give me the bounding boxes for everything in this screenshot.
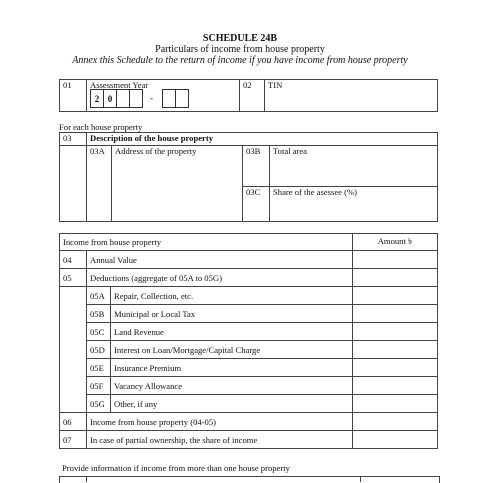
row-label: Land Revenue bbox=[111, 323, 353, 341]
row-code: 07 bbox=[60, 431, 87, 449]
table-row bbox=[60, 269, 438, 287]
schedule-instruction: Annex this Schedule to the return of income if you have income from house property bbox=[72, 55, 408, 66]
code-02: 02 bbox=[240, 80, 265, 112]
next-table-divider bbox=[86, 476, 87, 482]
row-label: Vacancy Allowance bbox=[111, 377, 353, 395]
row-code-spacer bbox=[60, 377, 87, 395]
row-code: 05G bbox=[87, 395, 111, 413]
amount-cell[interactable] bbox=[353, 431, 438, 449]
row-label: In case of partial ownership, the share of income bbox=[87, 431, 353, 449]
amount-cell[interactable] bbox=[353, 305, 438, 323]
tin-label: TIN bbox=[268, 80, 283, 90]
row-label: Annual Value bbox=[87, 251, 353, 269]
row-label: Repair, Collection, etc. bbox=[111, 287, 353, 305]
total-area-label: Total area bbox=[273, 146, 307, 157]
code-03c: 03C bbox=[243, 186, 270, 221]
year-digit-box[interactable]: 2 bbox=[90, 89, 104, 108]
code-03: 03 bbox=[60, 133, 87, 146]
row-label: Other, if any bbox=[111, 395, 353, 413]
table-row bbox=[60, 431, 438, 449]
amount-cell[interactable] bbox=[353, 323, 438, 341]
row-code-spacer bbox=[60, 341, 87, 359]
schedule-subtitle: Particulars of income from house property bbox=[155, 44, 325, 55]
income-table bbox=[59, 233, 438, 449]
row-code-spacer bbox=[60, 395, 87, 413]
row-code: 04 bbox=[60, 251, 87, 269]
code-01: 01 bbox=[60, 80, 87, 112]
year-digit-box[interactable] bbox=[116, 89, 130, 108]
row-label: Municipal or Local Tax bbox=[111, 305, 353, 323]
row-code: 05D bbox=[87, 341, 111, 359]
amount-cell[interactable] bbox=[353, 413, 438, 431]
code-03a: 03A bbox=[87, 146, 112, 222]
amount-cell[interactable] bbox=[353, 395, 438, 413]
row-label: Interest on Loan/Mortgage/Capital Charge bbox=[111, 341, 353, 359]
table-row bbox=[60, 359, 438, 377]
row-label: Deductions (aggregate of 05A to 05G) bbox=[87, 269, 353, 287]
table-row bbox=[60, 305, 438, 323]
table-row bbox=[60, 413, 438, 431]
income-heading: Income from house property bbox=[60, 234, 353, 251]
table-row bbox=[60, 341, 438, 359]
year-digit-box[interactable]: 0 bbox=[103, 89, 117, 108]
table-row bbox=[60, 287, 438, 305]
amount-cell[interactable] bbox=[353, 377, 438, 395]
each-property-label: For each house property bbox=[59, 122, 143, 132]
schedule-title: SCHEDULE 24B bbox=[202, 33, 278, 44]
year-digit-box[interactable] bbox=[162, 89, 176, 108]
table-row bbox=[60, 395, 438, 413]
year-digit-box[interactable] bbox=[175, 89, 189, 108]
assessment-year-label: Assessment Year bbox=[90, 80, 149, 90]
row-code: 05 bbox=[60, 269, 87, 287]
share-cell[interactable] bbox=[270, 186, 438, 221]
assessment-year-cell bbox=[87, 80, 240, 112]
row-code: 05C bbox=[87, 323, 111, 341]
row-code-spacer bbox=[60, 323, 87, 341]
row-label: Insurance Premium bbox=[111, 359, 353, 377]
amount-cell[interactable] bbox=[353, 251, 438, 269]
row-code: 06 bbox=[60, 413, 87, 431]
row-code: 05B bbox=[87, 305, 111, 323]
assessment-tin-table bbox=[59, 79, 438, 112]
code-03-spacer bbox=[60, 146, 87, 222]
amount-cell[interactable] bbox=[353, 269, 438, 287]
table-row bbox=[60, 323, 438, 341]
property-heading: Description of the house property bbox=[87, 133, 438, 146]
assessment-year-boxes bbox=[90, 89, 236, 108]
code-03b: 03B bbox=[243, 146, 270, 186]
year-digit-box[interactable] bbox=[129, 89, 143, 108]
next-table-divider bbox=[360, 476, 361, 482]
address-label: Address of the property bbox=[115, 146, 197, 157]
row-code-spacer bbox=[60, 359, 87, 377]
table-row bbox=[60, 251, 438, 269]
row-code-spacer bbox=[60, 305, 87, 323]
tin-cell[interactable] bbox=[265, 80, 438, 112]
footer-note: Provide information if income from more than one house property bbox=[62, 463, 290, 473]
table-row bbox=[60, 377, 438, 395]
share-label: Share of the asessee (%) bbox=[273, 186, 357, 197]
amount-cell[interactable] bbox=[353, 341, 438, 359]
year-dash: - bbox=[150, 93, 154, 103]
row-code: 05F bbox=[87, 377, 111, 395]
address-cell[interactable] bbox=[112, 146, 243, 222]
total-area-cell[interactable] bbox=[270, 146, 438, 186]
property-description-table bbox=[59, 132, 438, 222]
amount-heading: Amount ৳ bbox=[353, 234, 438, 251]
row-code: 05A bbox=[87, 287, 111, 305]
amount-cell[interactable] bbox=[353, 287, 438, 305]
row-label: Income from house property (04-05) bbox=[87, 413, 353, 431]
amount-cell[interactable] bbox=[353, 359, 438, 377]
row-code-spacer bbox=[60, 287, 87, 305]
row-code: 05E bbox=[87, 359, 111, 377]
